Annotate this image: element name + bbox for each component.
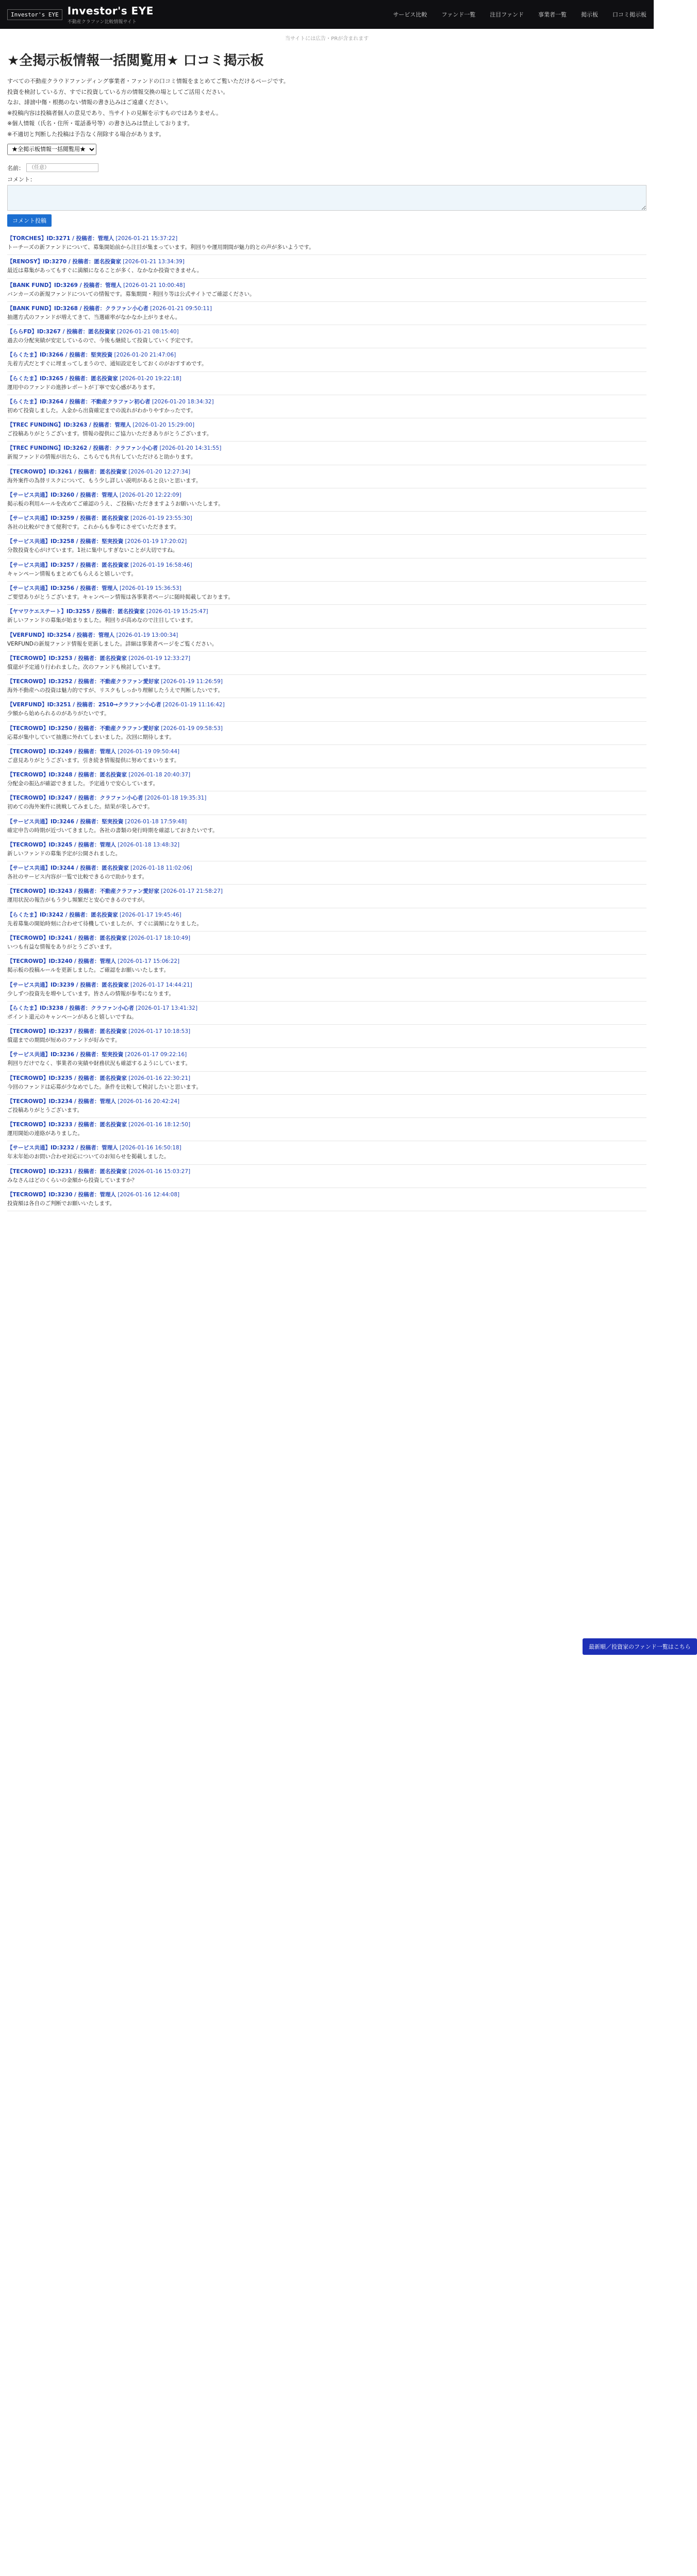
post-item bbox=[7, 652, 646, 675]
post-header bbox=[7, 468, 646, 476]
post-board-badge[interactable]: 【TECROWD】 bbox=[7, 795, 49, 802]
post-body: 先着方式だとすぐに埋まってしまうので、通知設定をしておくのがおすすめです。 bbox=[7, 361, 207, 367]
post-date: [2026-01-16 22:30:21] bbox=[128, 1075, 191, 1081]
post-board-badge[interactable]: 【サービス共通】 bbox=[7, 1145, 51, 1151]
post-header bbox=[7, 304, 646, 312]
post-item bbox=[7, 861, 646, 885]
nav-operators[interactable]: 事業者一覧 bbox=[538, 11, 567, 18]
post-item bbox=[7, 908, 646, 931]
intro-line: すべての不動産クラウドファンディング事業者・ファンドの口コミ情報をまとめてご覧いただけるページです。 bbox=[7, 78, 289, 84]
post-body: 掲示板の投稿ルールを更新しました。ご確認をお願いいたします。 bbox=[7, 967, 169, 974]
post-board-badge[interactable]: 【RENOSY】 bbox=[7, 259, 43, 265]
post-body: 確定申告の時期が近づいてきました。各社の書類の発行時期を確認しておきたいです。 bbox=[7, 827, 218, 834]
intro-line: ※不適切と判断した投稿は予告なく削除する場合があります。 bbox=[7, 130, 165, 138]
post-body: 新しいファンドの募集が始まりました。利回りが高めなので注目しています。 bbox=[7, 617, 196, 624]
post-date: [2026-01-17 19:45:46] bbox=[120, 911, 181, 918]
post-date: [2026-01-19 23:55:30] bbox=[130, 515, 192, 522]
post-id: ID:3245 / 投稿者：管理人 bbox=[48, 841, 117, 848]
post-board-badge[interactable]: 【サービス共通】 bbox=[7, 515, 51, 522]
post-header bbox=[7, 491, 646, 499]
post-header bbox=[7, 1167, 646, 1175]
nav-reviews[interactable]: 口コミ掲示板 bbox=[612, 11, 646, 18]
post-date: [2026-01-19 17:20:02] bbox=[125, 538, 187, 545]
post-body: 掲示板の利用ルールを改めてご確認のうえ、ご投稿いただきますようお願いいたします。 bbox=[7, 500, 224, 507]
post-body: ご投稿ありがとうございます。 bbox=[7, 1107, 83, 1113]
post-item bbox=[7, 372, 646, 395]
post-date: [2026-01-20 21:47:06] bbox=[114, 352, 176, 359]
post-id: ID:3265 / 投稿者：匿名投資家 bbox=[40, 375, 118, 382]
post-date: [2026-01-16 20:42:24] bbox=[118, 1098, 180, 1105]
post-item bbox=[7, 302, 646, 325]
post-header bbox=[7, 1121, 646, 1128]
post-header bbox=[7, 351, 646, 359]
submit-button[interactable]: コメント投稿 bbox=[7, 214, 52, 227]
post-header bbox=[7, 864, 646, 872]
post-id: ID:3249 / 投稿者：管理人 bbox=[48, 748, 117, 755]
post-date: [2026-01-19 16:58:46] bbox=[130, 562, 192, 568]
post-board-badge[interactable]: 【サービス共通】 bbox=[7, 818, 51, 825]
post-board-badge[interactable]: 【BANK FUND】 bbox=[7, 305, 54, 312]
post-board-badge[interactable]: 【らくたま】 bbox=[7, 911, 40, 918]
post-item bbox=[7, 1188, 646, 1211]
post-id: ID:3261 / 投稿者：匿名投資家 bbox=[48, 468, 127, 475]
post-board-badge[interactable]: 【TECROWD】 bbox=[7, 935, 49, 941]
post-board-badge[interactable]: 【TECROWD】 bbox=[7, 1191, 49, 1198]
page-title: ★全掲示板情報一括閲覧用★ 口コミ掲示板 bbox=[7, 53, 264, 69]
post-header bbox=[7, 514, 646, 522]
post-date: [2026-01-17 15:06:22] bbox=[118, 958, 180, 965]
post-date: [2026-01-20 18:34:32] bbox=[152, 398, 214, 405]
post-id: ID:3255 / 投稿者：匿名投資家 bbox=[66, 608, 145, 615]
post-board-badge[interactable]: 【サービス共通】 bbox=[7, 865, 51, 872]
post-id: ID:3267 / 投稿者：匿名投資家 bbox=[37, 329, 115, 335]
post-date: [2026-01-17 09:22:16] bbox=[125, 1052, 187, 1058]
brand[interactable] bbox=[7, 5, 154, 25]
post-id: ID:3247 / 投稿者：クラファン小心者 bbox=[48, 795, 143, 802]
post-date: [2026-01-17 18:10:49] bbox=[128, 935, 191, 941]
post-body: 海外案件の為替リスクについて、もう少し詳しい説明があると良いと思います。 bbox=[7, 477, 202, 484]
post-header bbox=[7, 677, 646, 685]
post-id: ID:3264 / 投稿者：不動産クラファン初心者 bbox=[40, 398, 151, 405]
post-date: [2026-01-19 11:16:42] bbox=[162, 702, 225, 708]
post-item bbox=[7, 1025, 646, 1048]
post-header bbox=[7, 631, 646, 639]
post-body: 初めての海外案件に挑戦してみました。結果が楽しみです。 bbox=[7, 804, 153, 810]
post-header bbox=[7, 794, 646, 802]
post-board-badge[interactable]: 【TECROWD】 bbox=[7, 1168, 49, 1175]
nav-compare[interactable]: サービス比較 bbox=[393, 11, 427, 18]
post-body: 運用開始の連絡がありました。 bbox=[7, 1130, 83, 1137]
post-item bbox=[7, 745, 646, 768]
post-item bbox=[7, 348, 646, 371]
post-board-badge[interactable]: 【TECROWD】 bbox=[7, 679, 49, 685]
post-item bbox=[7, 768, 646, 791]
post-body: 運用状況の報告がもう少し頻繁だと安心できるのですが。 bbox=[7, 897, 148, 904]
post-board-badge[interactable]: 【サービス共通】 bbox=[7, 492, 51, 498]
post-item bbox=[7, 675, 646, 698]
top-bar bbox=[0, 0, 654, 29]
ad-notice: 当サイトには広告・PRが含まれます bbox=[285, 36, 369, 42]
post-header bbox=[7, 841, 646, 849]
post-board-badge[interactable]: 【サービス共通】 bbox=[7, 562, 51, 568]
post-date: [2026-01-16 15:03:27] bbox=[128, 1168, 191, 1175]
board-select[interactable] bbox=[7, 144, 96, 155]
post-item bbox=[7, 955, 646, 978]
post-board-badge[interactable]: 【TECROWD】 bbox=[7, 468, 49, 475]
brand-logo-box: Investor's EYE bbox=[7, 9, 62, 20]
post-header bbox=[7, 1027, 646, 1035]
post-header bbox=[7, 1074, 646, 1082]
post-id: ID:3252 / 投稿者：不動産クラファン愛好家 bbox=[48, 679, 159, 685]
post-id: ID:3262 / 投稿者：クラファン小心者 bbox=[63, 445, 158, 452]
post-id: ID:3243 / 投稿者：不動産クラファン愛好家 bbox=[48, 888, 159, 895]
post-item bbox=[7, 232, 646, 255]
post-board-badge[interactable]: 【TECROWD】 bbox=[7, 1098, 49, 1105]
post-board-badge[interactable]: 【TECROWD】 bbox=[7, 748, 49, 755]
intro-line: ※投稿内容は投稿者個人の意見であり、当サイトの見解を示すものではありません。 bbox=[7, 109, 222, 116]
post-header bbox=[7, 328, 646, 335]
nav-featured[interactable]: 注目ファンド bbox=[490, 11, 524, 18]
post-board-badge[interactable]: 【TECROWD】 bbox=[7, 725, 49, 732]
post-date: [2026-01-21 13:34:39] bbox=[123, 259, 185, 265]
post-id: ID:3238 / 投稿者：クラファン小心者 bbox=[40, 1005, 134, 1011]
post-body: ご要望ありがとうございます。キャンペーン情報は各事業者ページに随時掲載しております。 bbox=[7, 594, 234, 600]
post-body: 先着募集の開始時刻に合わせて待機していましたが、すぐに満額になりました。 bbox=[7, 920, 202, 927]
post-item bbox=[7, 1002, 646, 1025]
post-date: [2026-01-16 18:12:50] bbox=[128, 1122, 191, 1128]
post-board-badge[interactable]: 【TECROWD】 bbox=[7, 1075, 49, 1081]
post-date: [2026-01-21 09:50:11] bbox=[150, 305, 212, 312]
post-id: ID:3253 / 投稿者：匿名投資家 bbox=[48, 655, 127, 662]
post-date: [2026-01-20 14:31:55] bbox=[159, 445, 222, 452]
post-item bbox=[7, 605, 646, 628]
post-date: [2026-01-17 14:44:21] bbox=[130, 981, 192, 988]
post-body: 利回りだけでなく、事業者の実績や財務状況も確認するようにしています。 bbox=[7, 1060, 191, 1067]
post-item bbox=[7, 1165, 646, 1188]
post-board-badge[interactable]: 【TECROWD】 bbox=[7, 888, 49, 895]
post-date: [2026-01-20 19:22:18] bbox=[120, 375, 181, 382]
post-header bbox=[7, 934, 646, 942]
post-id: ID:3268 / 投稿者：クラファン小心者 bbox=[54, 305, 148, 312]
post-body: ご意見ありがとうございます。引き続き情報提供に努めてまいります。 bbox=[7, 757, 180, 764]
post-board-badge[interactable]: 【TREC FUNDING】 bbox=[7, 422, 64, 429]
post-body: ご投稿ありがとうございます。情報の提供にご協力いただきありがとうございます。 bbox=[7, 431, 212, 437]
post-id: ID:3240 / 投稿者：管理人 bbox=[48, 958, 117, 965]
post-date: [2026-01-19 15:25:47] bbox=[146, 608, 208, 615]
post-header bbox=[7, 724, 646, 732]
post-date: [2026-01-20 12:27:34] bbox=[128, 468, 191, 475]
name-input[interactable] bbox=[26, 163, 98, 172]
post-board-badge[interactable]: 【TORCHES】 bbox=[7, 235, 47, 242]
post-body: キャンペーン情報もまとめてもらえると嬉しいです。 bbox=[7, 570, 137, 577]
post-date: [2026-01-19 11:26:59] bbox=[161, 679, 223, 685]
post-item bbox=[7, 698, 646, 721]
post-id: ID:3232 / 投稿者：管理人 bbox=[51, 1145, 118, 1151]
post-item bbox=[7, 791, 646, 815]
post-body: 運用中のファンドの進捗レポートが丁寧で安心感があります。 bbox=[7, 384, 158, 391]
post-body: 償還までの期間が短めのファンドが好みです。 bbox=[7, 1037, 121, 1044]
post-board-badge[interactable]: 【TECROWD】 bbox=[7, 841, 49, 848]
name-label: 名前： bbox=[7, 164, 24, 172]
post-item bbox=[7, 512, 646, 535]
post-date: [2026-01-17 13:41:32] bbox=[136, 1005, 198, 1011]
post-body: 分散投資を心がけています。1社に集中しすぎないことが大切ですね。 bbox=[7, 547, 178, 554]
post-board-badge[interactable]: 【サービス共通】 bbox=[7, 1052, 51, 1058]
post-board-badge[interactable]: 【サービス共通】 bbox=[7, 981, 51, 988]
post-item bbox=[7, 418, 646, 442]
post-list bbox=[7, 232, 646, 1211]
post-header bbox=[7, 887, 646, 895]
post-id: ID:3244 / 投稿者：匿名投資家 bbox=[51, 865, 129, 872]
post-board-badge[interactable]: 【VERFUND】 bbox=[7, 702, 47, 708]
post-id: ID:3237 / 投稿者：匿名投資家 bbox=[48, 1028, 127, 1035]
board-selector bbox=[7, 144, 646, 155]
post-id: ID:3241 / 投稿者：匿名投資家 bbox=[48, 935, 127, 941]
post-date: [2026-01-21 10:00:48] bbox=[123, 282, 185, 289]
post-body: 最近は募集があってもすぐに満額になることが多く、なかなか投資できません。 bbox=[7, 267, 203, 274]
post-board-badge[interactable]: 【VERFUND】 bbox=[7, 632, 47, 638]
post-id: ID:3231 / 投稿者：匿名投資家 bbox=[48, 1168, 127, 1175]
post-body: 少しずつ投資先を増やしています。皆さんの情報が参考になります。 bbox=[7, 990, 174, 997]
post-item bbox=[7, 325, 646, 348]
intro-line: なお、誹謗中傷・根拠のない情報の書き込みはご遠慮ください。 bbox=[7, 99, 172, 106]
post-body: みなさんはどのくらいの金額から投資していますか？ bbox=[7, 1177, 137, 1183]
post-body: トーチーズの新ファンドについて、募集開始前から注目が集まっています。利回りや運用期間が魅力的との声が多いようです。 bbox=[7, 244, 314, 250]
post-board-badge[interactable]: 【TECROWD】 bbox=[7, 1028, 49, 1035]
post-header bbox=[7, 375, 646, 382]
post-header bbox=[7, 398, 646, 405]
post-id: ID:3246 / 投稿者：堅実投資 bbox=[51, 818, 124, 825]
post-header bbox=[7, 771, 646, 778]
brand-title: Investor's EYE bbox=[67, 4, 154, 17]
post-id: ID:3248 / 投稿者：匿名投資家 bbox=[48, 772, 127, 778]
post-body: 今回のファンドは応募が少なめでした。条件を比較して検討したいと思います。 bbox=[7, 1083, 202, 1090]
post-date: [2026-01-20 12:22:09] bbox=[120, 492, 181, 498]
post-body: 応募が集中していて抽選に外れてしまいました。次回に期待します。 bbox=[7, 734, 175, 740]
post-id: ID:3256 / 投稿者：管理人 bbox=[51, 585, 118, 591]
post-date: [2026-01-21 15:37:22] bbox=[115, 235, 178, 242]
post-body: 抽選方式のファンドが増えてきて、当選確率がなかなか上がりません。 bbox=[7, 314, 181, 320]
post-board-badge[interactable]: 【TECROWD】 bbox=[7, 1122, 49, 1128]
post-header bbox=[7, 281, 646, 289]
post-date: [2026-01-18 20:40:37] bbox=[128, 772, 191, 778]
post-date: [2026-01-16 12:44:08] bbox=[118, 1191, 180, 1198]
post-header bbox=[7, 444, 646, 452]
post-board-badge[interactable]: 【らくたま】 bbox=[7, 1005, 40, 1011]
post-header bbox=[7, 1144, 646, 1151]
post-item bbox=[7, 535, 646, 558]
post-header bbox=[7, 1004, 646, 1012]
post-id: ID:3266 / 投稿者：堅実投資 bbox=[40, 352, 113, 359]
post-date: [2026-01-20 15:29:00] bbox=[132, 422, 195, 429]
post-header bbox=[7, 607, 646, 615]
name-row bbox=[7, 163, 646, 172]
post-header bbox=[7, 1050, 646, 1058]
nav-funds[interactable]: ファンド一覧 bbox=[441, 11, 476, 18]
post-header bbox=[7, 654, 646, 662]
post-board-badge[interactable]: 【TECROWD】 bbox=[7, 772, 49, 778]
post-date: [2026-01-18 13:48:32] bbox=[118, 841, 180, 848]
post-board-badge[interactable]: 【TREC FUNDING】 bbox=[7, 445, 64, 452]
post-body: 各社のサービス内容が一覧で比較できるので助かります。 bbox=[7, 874, 148, 880]
post-item bbox=[7, 815, 646, 838]
post-board-badge[interactable]: 【らくたま】 bbox=[7, 398, 40, 405]
post-header bbox=[7, 584, 646, 592]
post-header bbox=[7, 1097, 646, 1105]
post-date: [2026-01-19 09:58:53] bbox=[161, 725, 223, 732]
post-id: ID:3236 / 投稿者：堅実投資 bbox=[51, 1052, 124, 1058]
post-id: ID:3259 / 投稿者：匿名投資家 bbox=[51, 515, 129, 522]
post-item bbox=[7, 1118, 646, 1141]
post-header bbox=[7, 561, 646, 569]
post-item bbox=[7, 629, 646, 652]
post-date: [2026-01-19 13:00:34] bbox=[116, 632, 178, 638]
post-body: 少額から始められるのがありがたいです。 bbox=[7, 710, 110, 717]
post-date: [2026-01-19 12:33:27] bbox=[128, 655, 191, 662]
post-item bbox=[7, 395, 646, 418]
post-body: 分配金の振込が確認できました。予定通りで安心しています。 bbox=[7, 781, 159, 787]
post-body: バンカーズの新規ファンドについての情報です。募集期間・利回り等は公式サイトでご確認ください。 bbox=[7, 291, 255, 297]
post-id: ID:3250 / 投稿者：不動産クラファン愛好家 bbox=[48, 725, 159, 732]
post-id: ID:3271 / 投稿者：管理人 bbox=[46, 235, 114, 242]
post-header bbox=[7, 818, 646, 825]
post-item bbox=[7, 838, 646, 861]
post-header bbox=[7, 234, 646, 242]
main-nav bbox=[393, 10, 646, 19]
post-body: 初めて投資しました。入金から出資確定までの流れがわかりやすかったです。 bbox=[7, 407, 196, 414]
post-header bbox=[7, 957, 646, 965]
post-id: ID:3260 / 投稿者：管理人 bbox=[51, 492, 118, 498]
post-body: ポイント還元のキャンペーンがあると嬉しいですね。 bbox=[7, 1013, 137, 1020]
intro-line: ※個人情報（氏名・住所・電話番号等）の書き込みは禁止しております。 bbox=[7, 120, 193, 127]
post-body: 過去の分配実績が安定しているので、今後も継続して投資していく予定です。 bbox=[7, 337, 196, 344]
post-item bbox=[7, 582, 646, 605]
post-board-badge[interactable]: 【ららFD】 bbox=[7, 329, 37, 335]
post-id: ID:3230 / 投稿者：管理人 bbox=[48, 1191, 117, 1198]
post-board-badge[interactable]: 【サービス共通】 bbox=[7, 538, 51, 545]
post-item bbox=[7, 931, 646, 955]
post-date: [2026-01-17 10:18:53] bbox=[128, 1028, 191, 1035]
post-date: [2026-01-16 16:50:18] bbox=[120, 1145, 181, 1151]
post-body: 海外不動産への投資は魅力的ですが、リスクもしっかり理解したうえで判断したいです。 bbox=[7, 687, 223, 694]
post-date: [2026-01-19 09:50:44] bbox=[118, 748, 180, 755]
floating-cta-button[interactable]: 最新順／投資家のファンド一覧はこちら bbox=[583, 1638, 697, 1655]
post-date: [2026-01-19 15:36:53] bbox=[120, 585, 181, 591]
comment-label: コメント： bbox=[7, 176, 36, 183]
post-board-badge[interactable]: 【TECROWD】 bbox=[7, 655, 49, 662]
post-item bbox=[7, 1048, 646, 1071]
post-header bbox=[7, 421, 646, 429]
brand-subtitle: 不動産クラファン比較情報サイト bbox=[67, 19, 137, 25]
nav-board[interactable]: 掲示板 bbox=[581, 11, 598, 18]
post-date: [2026-01-18 17:59:48] bbox=[125, 818, 187, 825]
post-date: [2026-01-18 11:02:06] bbox=[130, 865, 192, 872]
comment-textarea[interactable] bbox=[7, 185, 646, 211]
post-item bbox=[7, 465, 646, 488]
post-id: ID:3234 / 投稿者：管理人 bbox=[48, 1098, 117, 1105]
post-header bbox=[7, 911, 646, 919]
post-item bbox=[7, 1095, 646, 1118]
post-date: [2026-01-18 19:35:31] bbox=[144, 795, 207, 802]
post-id: ID:3239 / 投稿者：匿名投資家 bbox=[51, 981, 129, 988]
post-header bbox=[7, 701, 646, 708]
post-body: VERFUNDの新規ファンド情報を更新しました。詳細は事業者ページをご覧ください。 bbox=[7, 640, 218, 647]
post-item bbox=[7, 488, 646, 512]
post-body: いつも有益な情報をありがとうございます。 bbox=[7, 943, 115, 950]
post-id: ID:3269 / 投稿者：管理人 bbox=[54, 282, 122, 289]
post-id: ID:3258 / 投稿者：堅実投資 bbox=[51, 538, 124, 545]
post-id: ID:3251 / 投稿者：2510→クラファン小心者 bbox=[47, 702, 161, 708]
post-item bbox=[7, 1072, 646, 1095]
post-item bbox=[7, 1141, 646, 1164]
post-id: ID:3235 / 投稿者：匿名投資家 bbox=[48, 1075, 127, 1081]
intro bbox=[7, 77, 646, 139]
post-board-badge[interactable]: 【らくたま】 bbox=[7, 375, 40, 382]
post-item bbox=[7, 885, 646, 908]
post-board-badge[interactable]: 【らくたま】 bbox=[7, 352, 40, 359]
post-body: 年末年始のお問い合わせ対応についてのお知らせを掲載しました。 bbox=[7, 1154, 170, 1160]
post-body: 投資額は各自のご判断でお願いいたします。 bbox=[7, 1200, 115, 1207]
post-header bbox=[7, 537, 646, 545]
post-board-badge[interactable]: 【ヤマワケエステート】 bbox=[7, 608, 67, 615]
post-header bbox=[7, 981, 646, 989]
post-id: ID:3257 / 投稿者：匿名投資家 bbox=[51, 562, 129, 568]
post-id: ID:3263 / 投稿者：管理人 bbox=[63, 422, 131, 429]
post-body: 新規ファンドの情報が出たら、こちらでも共有していただけると助かります。 bbox=[7, 454, 196, 461]
post-header bbox=[7, 258, 646, 265]
post-id: ID:3254 / 投稿者：管理人 bbox=[47, 632, 115, 638]
post-body: 償還が予定通り行われました。次のファンドも検討しています。 bbox=[7, 664, 164, 670]
post-board-badge[interactable]: 【BANK FUND】 bbox=[7, 282, 54, 289]
post-body: 新しいファンドの募集予定が公開されました。 bbox=[7, 850, 121, 857]
post-header bbox=[7, 748, 646, 755]
post-board-badge[interactable]: 【サービス共通】 bbox=[7, 585, 51, 591]
post-header bbox=[7, 1191, 646, 1198]
intro-line: 投資を検討している方、すでに投資している方の情報交換の場としてご活用ください。 bbox=[7, 88, 229, 95]
post-item bbox=[7, 558, 646, 582]
post-item bbox=[7, 978, 646, 1002]
post-item bbox=[7, 279, 646, 302]
post-id: ID:3270 / 投稿者：匿名投資家 bbox=[43, 259, 121, 265]
post-board-badge[interactable]: 【TECROWD】 bbox=[7, 958, 49, 965]
post-item bbox=[7, 722, 646, 745]
post-date: [2026-01-21 08:15:40] bbox=[117, 329, 179, 335]
post-id: ID:3242 / 投稿者：匿名投資家 bbox=[40, 911, 118, 918]
post-id: ID:3233 / 投稿者：匿名投資家 bbox=[48, 1122, 127, 1128]
post-item bbox=[7, 255, 646, 278]
post-item bbox=[7, 442, 646, 465]
post-body: 各社の比較ができて便利です。これからも参考にさせていただきます。 bbox=[7, 524, 180, 531]
post-date: [2026-01-17 21:58:27] bbox=[161, 888, 223, 895]
main-content bbox=[0, 50, 654, 1211]
brand-text bbox=[68, 5, 154, 25]
